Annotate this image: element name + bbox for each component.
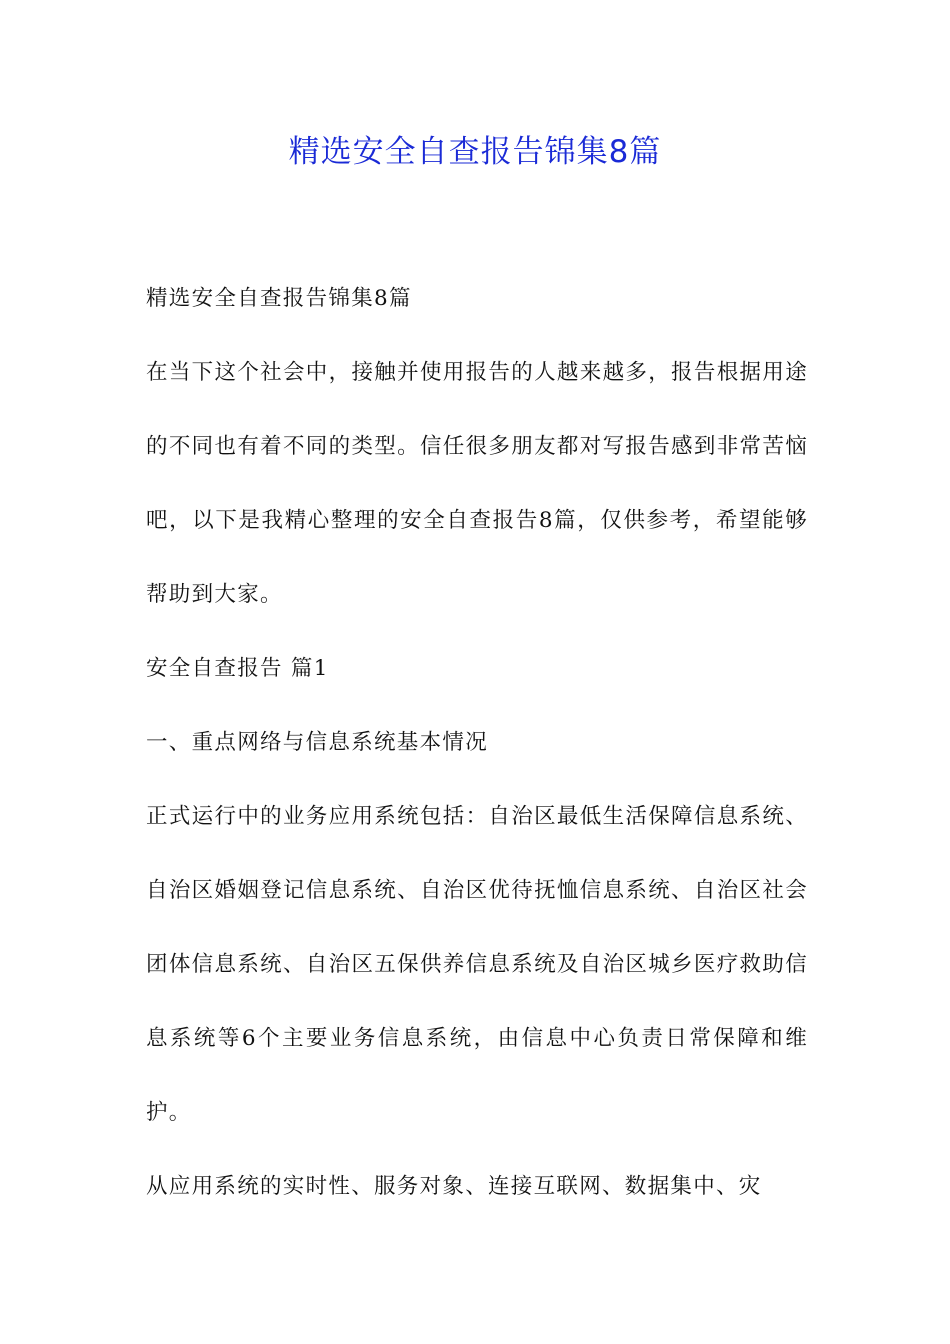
paragraph-continued: 从应用系统的实时性、服务对象、连接互联网、数据集中、灾 [146,1174,762,1199]
section-heading-basic-info: 一、重点网络与信息系统基本情况 [146,730,489,755]
document-body [146,262,808,1224]
paragraph-intro: 在当下这个社会中，接触并使用报告的人越来越多，报告根据用途的不同也有着不同的类型。信任很多朋友都对写报告感到非常苦恼吧，以下是我精心整理的安全自查报告8篇，仅供参考，希望能够帮助到大家。 [146,360,808,607]
paragraph-systems: 正式运行中的业务应用系统包括：自治区最低生活保障信息系统、自治区婚姻登记信息系统、自治区优待抚恤信息系统、自治区社会团体信息系统、自治区五保供养信息系统及自治区城乡医疗救助信息系统等6个主要业务信息系统，由信息中心负责日常保障和维护。 [146,804,808,1125]
paragraph-subtitle: 精选安全自查报告锦集8篇 [146,286,412,311]
section-heading-part1: 安全自查报告 篇1 [146,656,329,681]
document-title: 精选安全自查报告锦集8篇 [288,134,662,170]
